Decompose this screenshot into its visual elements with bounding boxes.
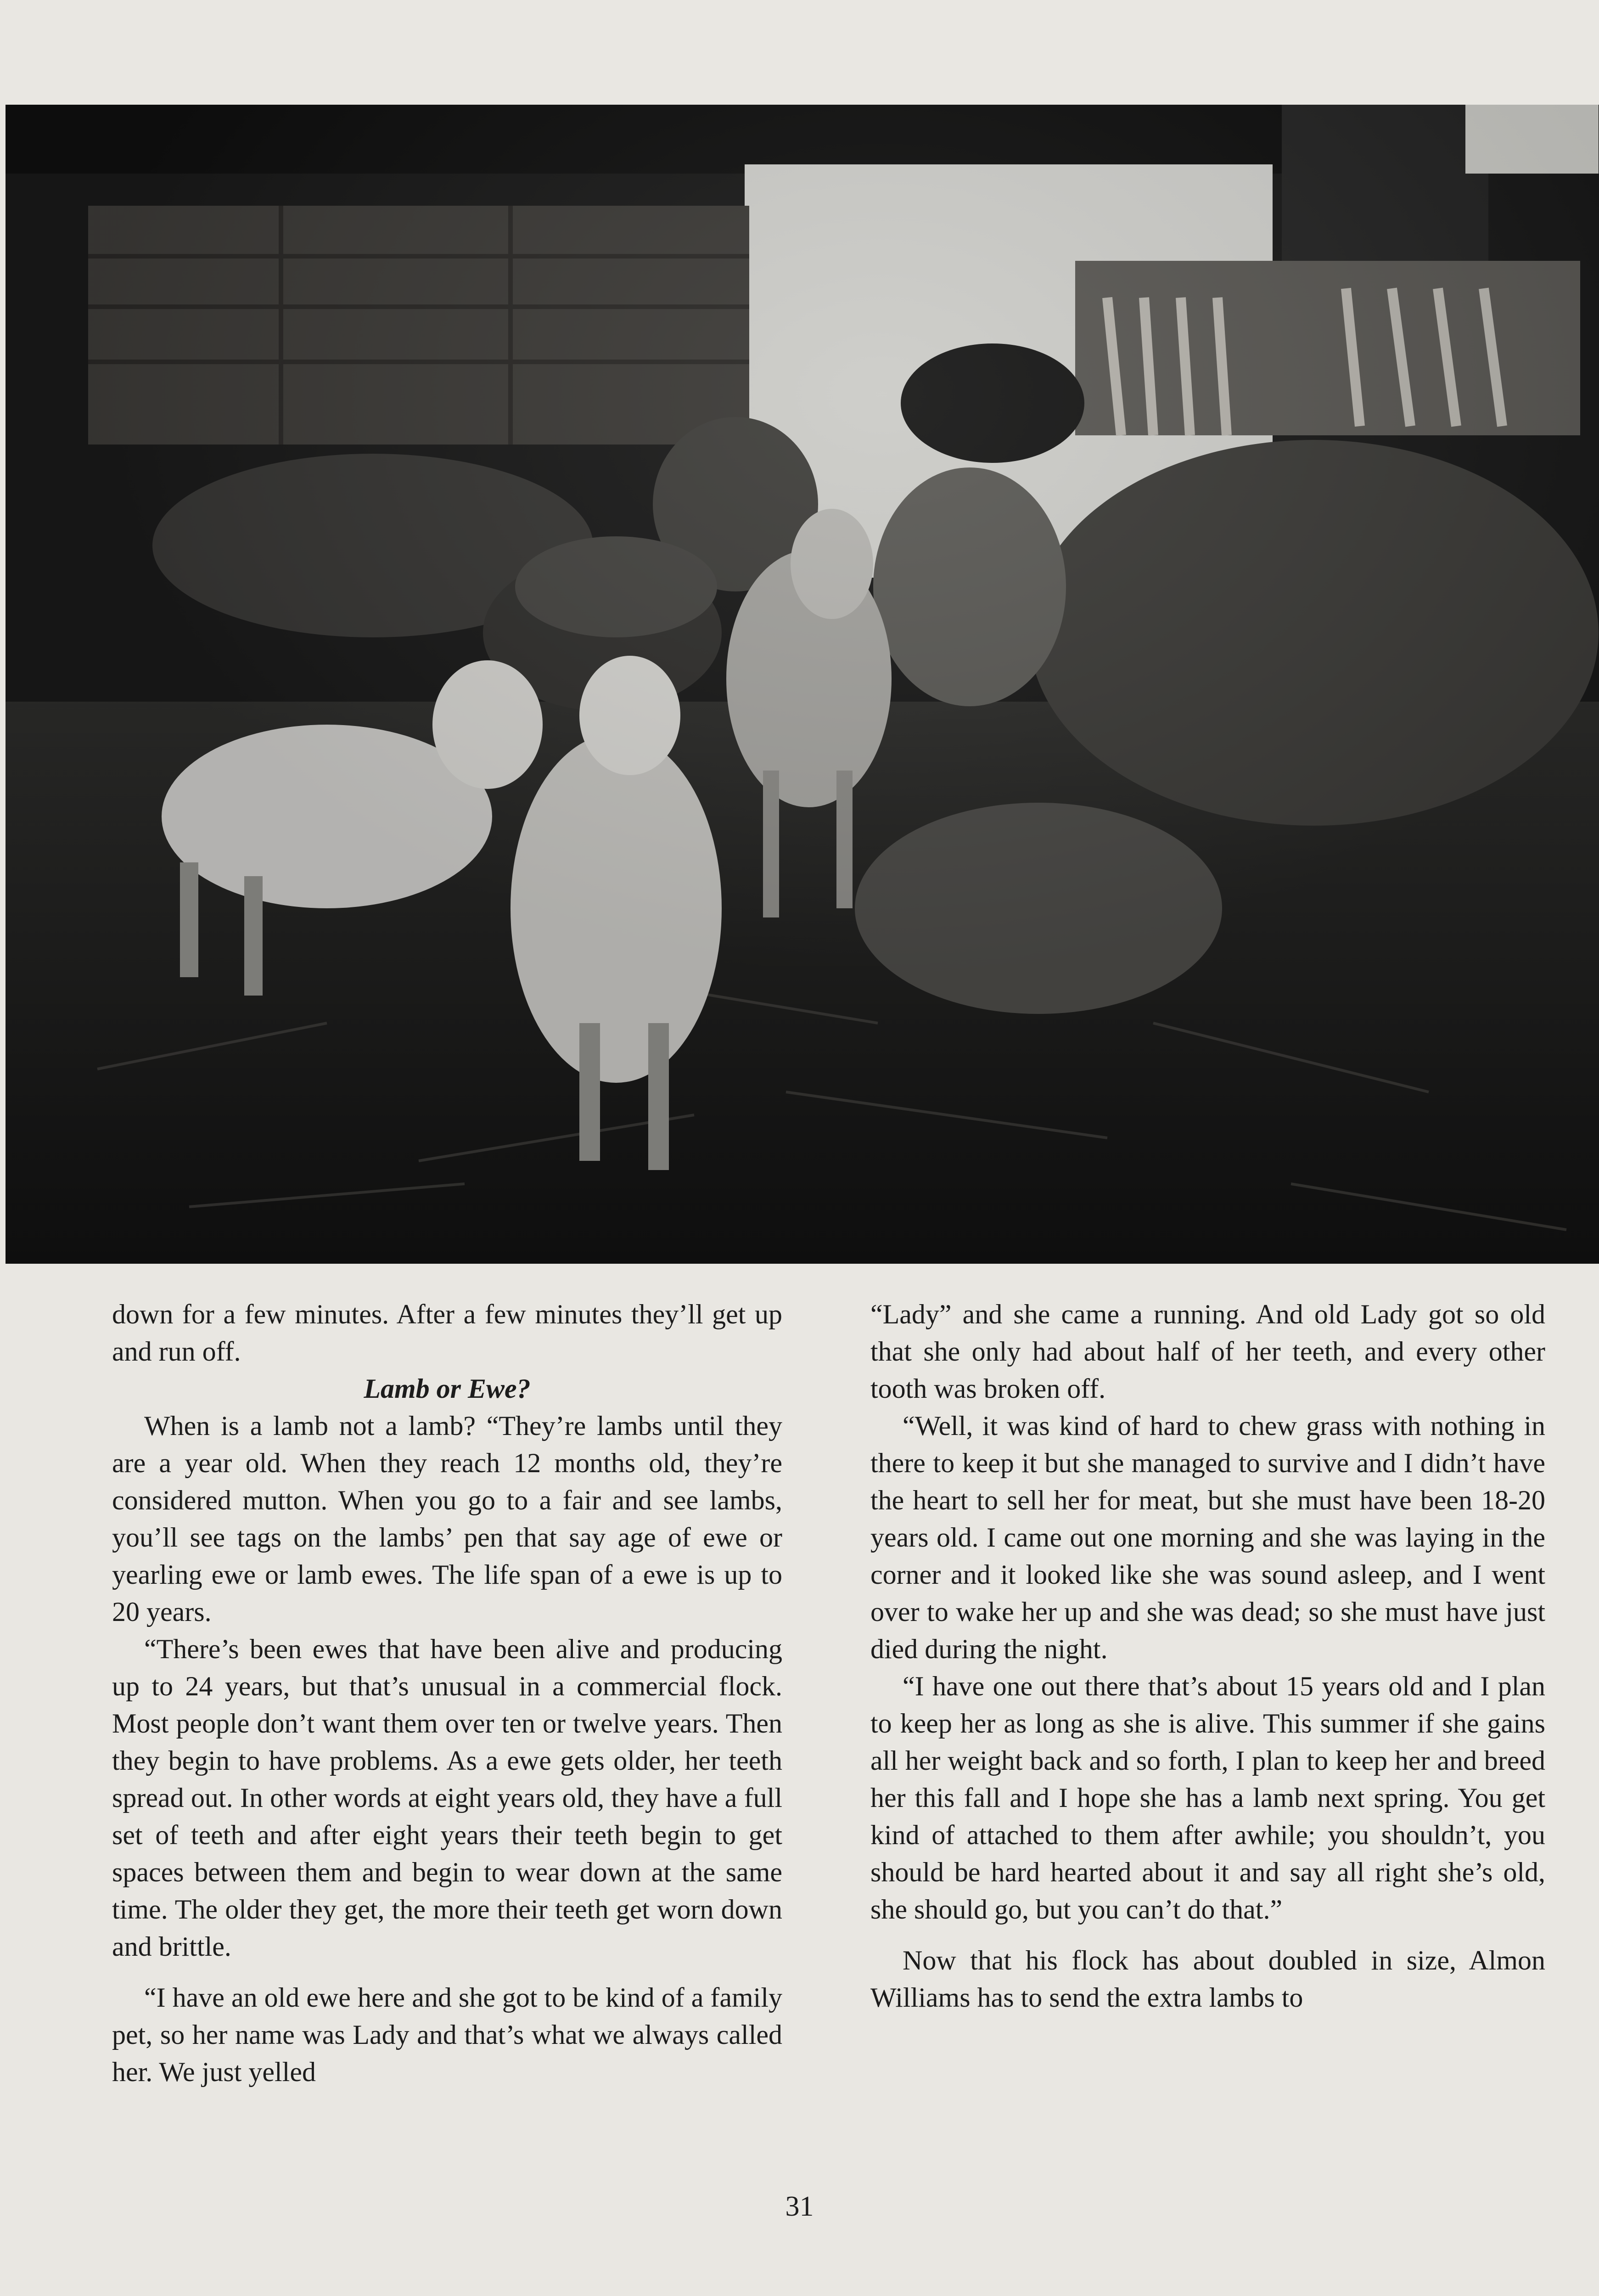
right-paragraph-1: “Lady” and she came a running. And old Lady got so old that she only had about half of her teeth, and every other tooth was broken off. <box>870 1299 1545 1404</box>
right-paragraph-3: “I have one out there that’s about 15 years old and I plan to keep her as long as she is alive. This summer if she gains all her weight back and so forth, I plan to keep her and breed her this fall and I hope she has a lamb next spring. You get kind of attached to them after awhile; you shouldn’t, you should be hard hearted about it and say all right she’s old, she should go, but you can’t do that.” <box>870 1671 1545 1925</box>
left-paragraph-4: “I have an old ewe here and she got to be kind of a family pet, so her name was Lady and that’s what we always called her. We just yelled <box>112 1982 782 2087</box>
page-number: 31 <box>785 2191 814 2222</box>
section-subhead: Lamb or Ewe? <box>364 1373 531 1404</box>
right-text-column <box>870 1296 1545 2016</box>
left-paragraph-2: When is a lamb not a lamb? “They’re lambs until they are a year old. When they reach 12 months old, they’re considered mutton. When you go to a fair and see lambs, you’ll see tags on the lambs’ pen that say age of ewe or yearling ewe or lamb ewes. The life span of a ewe is up to 20 years. <box>112 1411 782 1627</box>
sheep-barn-illustration <box>6 105 1599 1264</box>
sheep-barn-photo <box>6 105 1599 1264</box>
right-paragraph-2: “Well, it was kind of hard to chew grass with nothing in there to keep it but she managed to survive and I didn’t have the heart to sell her for meat, but she must have been 18-20 years old. I came out one morning and she was laying in the corner and it looked like she was sound asleep, and I went over to wake her up and she was dead; so she must have just died during the night. <box>870 1411 1545 1664</box>
left-paragraph-1: down for a few minutes. After a few minutes they’ll get up and run off. <box>112 1299 782 1367</box>
right-paragraph-4: Now that his flock has about doubled in size, Almon Williams has to send the extra lambs to <box>870 1945 1545 2013</box>
left-text-column <box>112 1296 782 2091</box>
left-paragraph-3: “There’s been ewes that have been alive and producing up to 24 years, but that’s unusual in a commercial flock. Most people don’t want them over ten or twelve years. Then they begin to have problems. As a ewe gets older, her teeth spread out. In other words at eight years old, they have a full set of teeth and after eight years their teeth begin to get spaces between them and begin to wear down at the same time. The older they get, the more their teeth get worn down and brittle. <box>112 1634 782 1962</box>
